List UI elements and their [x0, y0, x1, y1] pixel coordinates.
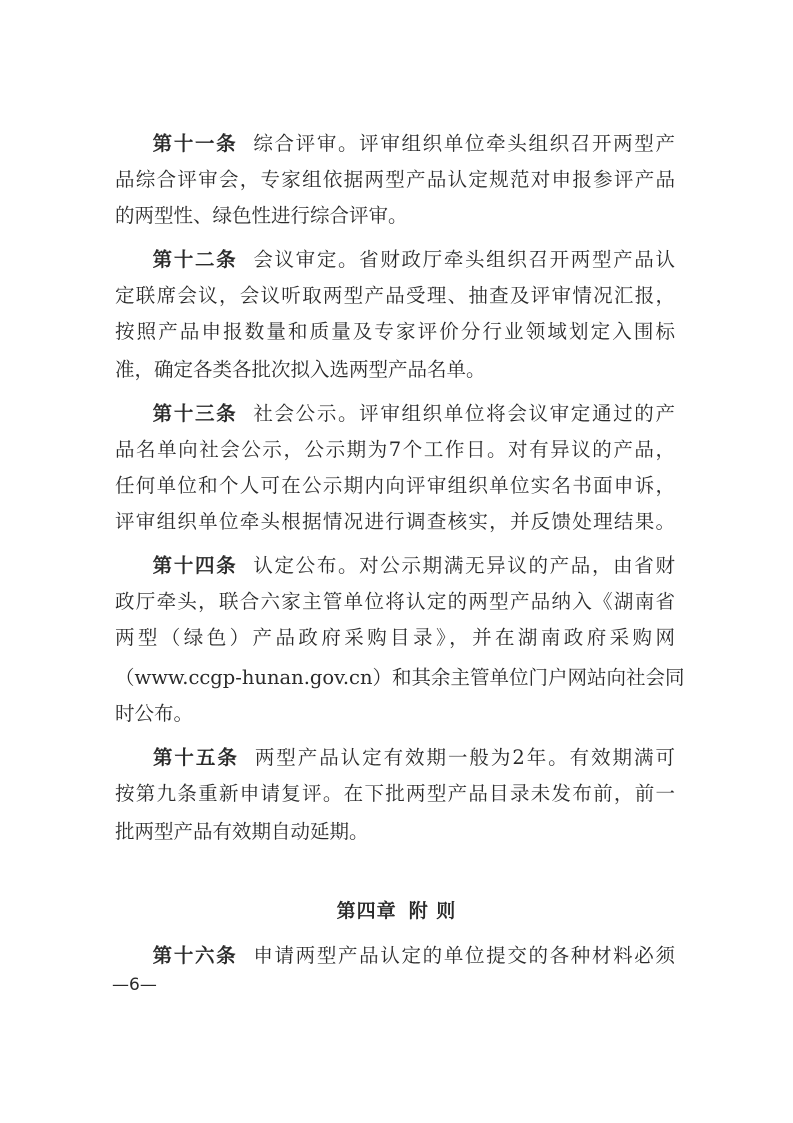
article-12-line-1: 第十二条 会议审定。省财政厅牵头组织召开两型产品认	[151, 248, 675, 271]
article-11-line-3: 的两型性、绿色性进行综合评审。	[115, 204, 408, 227]
article-13-line-2: 品名单向社会公示，公示期为7个工作日。对有异议的产品，	[115, 438, 675, 461]
article-11-line-1: 第十一条 综合评审。评审组织单位牵头组织召开两型产	[151, 132, 675, 155]
chapter-number: 第四章	[336, 900, 397, 922]
page-number: —6—	[112, 975, 157, 995]
article-14-line-2: 政厅牵头，联合六家主管单位将认定的两型产品纳入《湖南省	[115, 590, 675, 613]
article-11-line-2: 品综合评审会，专家组依据两型产品认定规范对申报参评产品	[115, 168, 675, 191]
article-14-line-1: 第十四条 认定公布。对公示期满无异议的产品，由省财	[151, 554, 675, 577]
article-16-number: 第十六条	[151, 944, 238, 967]
article-14-number: 第十四条	[151, 554, 238, 577]
article-15-line-3: 批两型产品有效期自动延期。	[115, 820, 369, 843]
article-16-line-1: 第十六条 申请两型产品认定的单位提交的各种材料必须	[151, 944, 675, 967]
article-13-line-1: 第十三条 社会公示。评审组织单位将会议审定通过的产	[151, 402, 675, 425]
article-15-line-1: 第十五条 两型产品认定有效期一般为2年。有效期满可	[151, 746, 675, 769]
chapter-heading	[0, 893, 793, 929]
article-12-line-3: 按照产品申报数量和质量及专家评价分行业领域划定入围标	[115, 320, 675, 343]
chapter-title: 附 则	[408, 900, 457, 922]
article-14-line-5: 时公布。	[115, 702, 194, 725]
article-14-line-4: （www.ccgp-hunan.gov.cn）和其余主管单位门户网站向社会同	[115, 666, 685, 689]
article-14-line-3: 两型（绿色）产品政府采购目录》，并在湖南政府采购网	[115, 626, 675, 649]
article-12-line-4: 准，确定各类各批次拟入选两型产品名单。	[115, 358, 486, 381]
article-13-line-4: 评审组织单位牵头根据情况进行调查核实，并反馈处理结果。	[115, 510, 675, 533]
article-15-number: 第十五条	[151, 746, 239, 769]
article-13-number: 第十三条	[151, 402, 238, 425]
article-13-line-3: 任何单位和个人可在公示期内向评审组织单位实名书面申诉，	[115, 474, 675, 497]
article-12-line-2: 定联席会议，会议听取两型产品受理、抽查及评审情况汇报，	[115, 284, 675, 307]
article-11-number: 第十一条	[151, 132, 238, 155]
article-15-line-2: 按第九条重新申请复评。在下批两型产品目录未发布前，前一	[115, 782, 675, 805]
article-12-number: 第十二条	[151, 248, 238, 271]
